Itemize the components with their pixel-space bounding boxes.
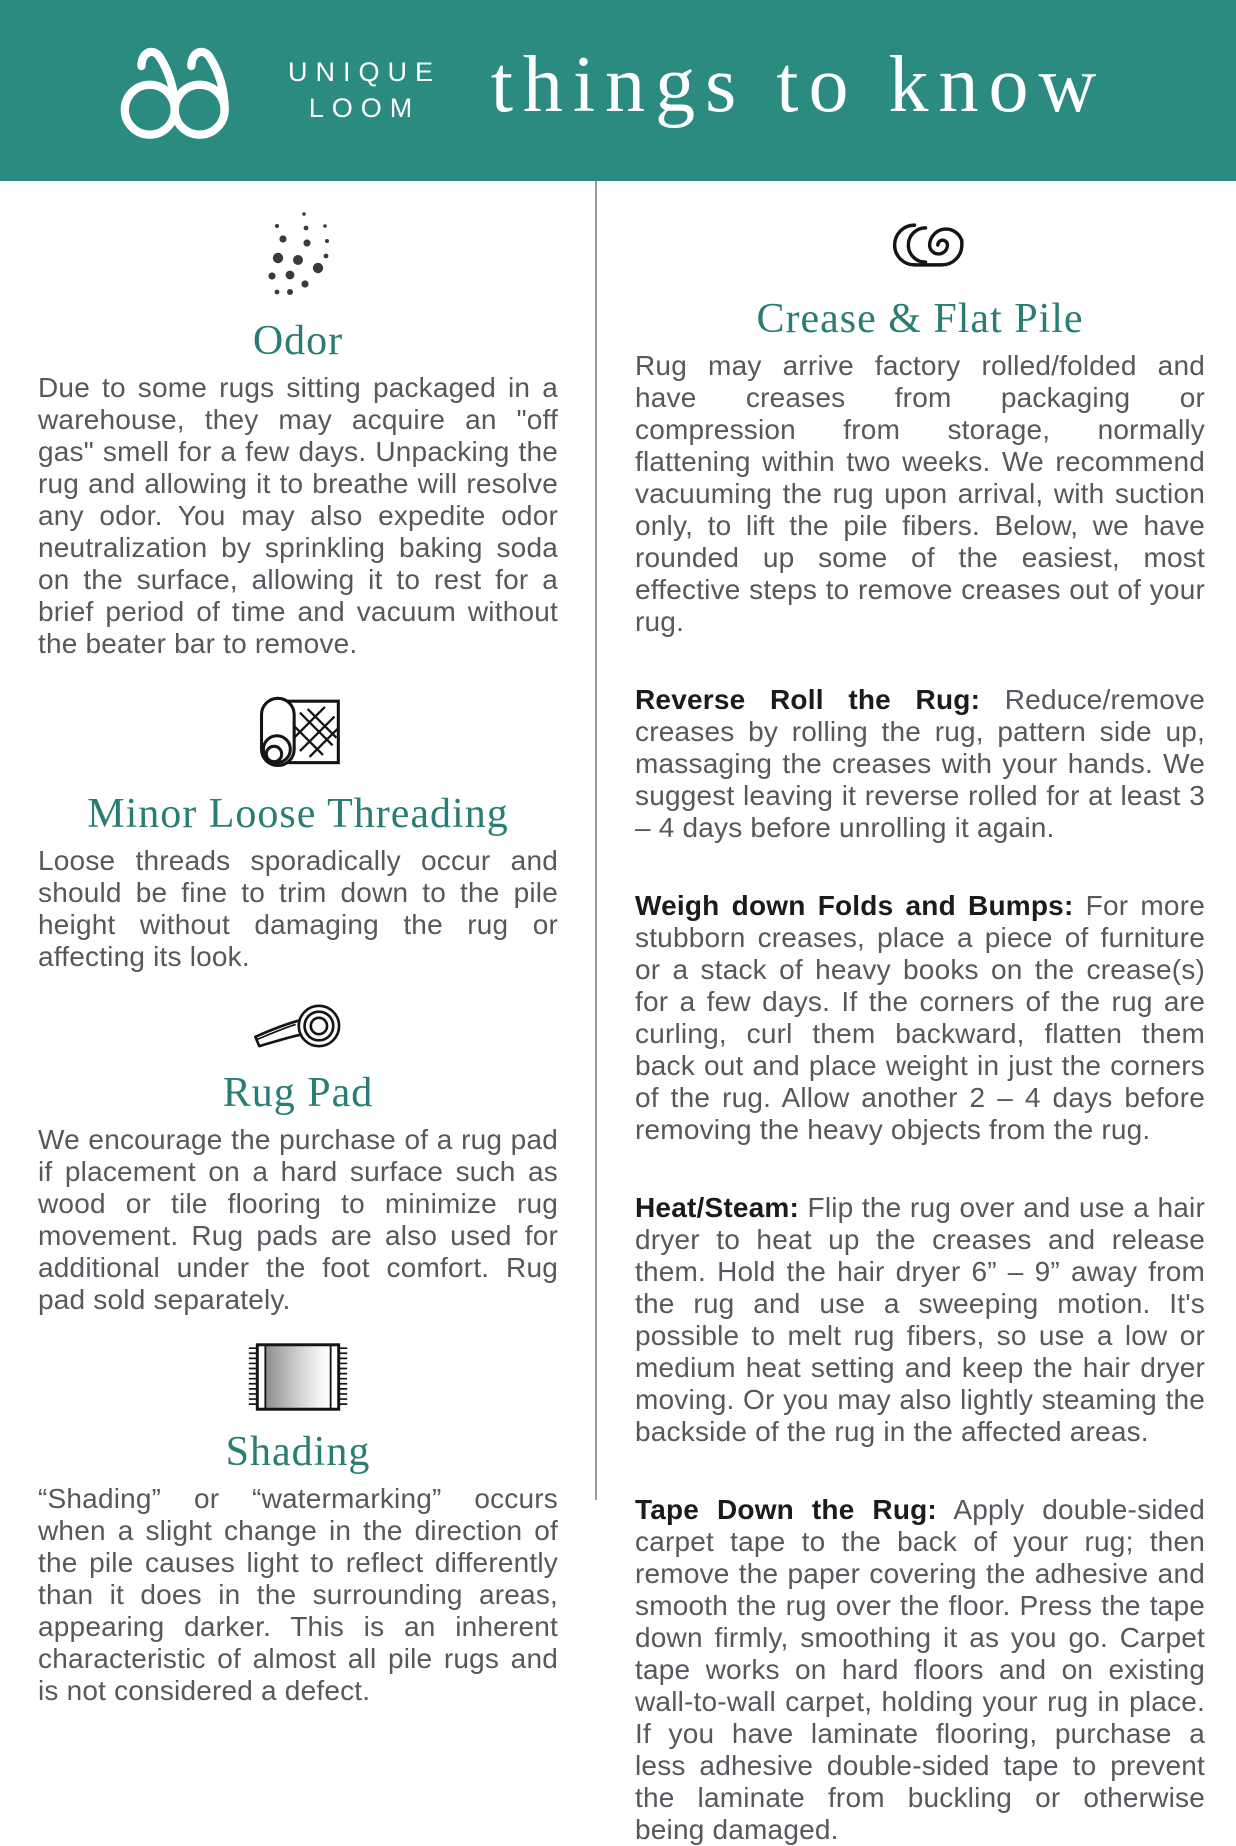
tip-label: Weigh down Folds and Bumps: (635, 890, 1074, 922)
tip-text: Apply double-sided carpet tape to the back of your rug; then remove the paper covering the adhesive and smooth the rug over the floor. Press the tape down firmly, smoothing it as you go. Carpet tape works on hard floors and on existing wall-to-wall carpet, holding your rug in place. If you have laminate flooring, purchase a less adhesive double-sided tape to prevent the laminate from buckling or otherwise being damaged. (635, 1494, 1206, 1846)
section-body: Due to some rugs sitting packaged in a warehouse, they may acquire an "off gas" smell for a few days. Unpacking the rug and allowing it to breathe will resolve any odor. You may also expedite odor neutralization by sprinkling baking soda on the surface, allowing it to rest for a brief period of time and vacuum without the beater bar to remove. (38, 372, 558, 660)
tip-weigh-down (635, 890, 1205, 1146)
tip-reverse-roll (635, 684, 1205, 844)
tip-label: Tape Down the Rug: (635, 1494, 937, 1526)
unique-loom-logo-icon (106, 39, 258, 143)
section-minor-loose-threading (38, 682, 558, 973)
tip-label: Heat/Steam: (635, 1192, 800, 1224)
section-shading (38, 1338, 558, 1707)
section-body: We encourage the purchase of a rug pad if placement on a hard surface such as wood or tile flooring to minimize rug movement. Rug pads are also used for additional under the foot comfort. Rug pad sold separately. (38, 1124, 558, 1316)
rolled-rug-spiral-icon (870, 221, 970, 269)
brand-line-1: UNIQUE (288, 56, 442, 87)
section-title: Odor (252, 318, 344, 364)
header-banner (0, 0, 1236, 181)
section-rug-pad (38, 995, 558, 1316)
brand-name (288, 55, 441, 126)
rug-pad-roll-icon (246, 995, 350, 1057)
brand (106, 39, 441, 143)
section-body: Rug may arrive factory rolled/folded and have creases from packaging or compression from storage, normally flattening within two weeks. We recommend vacuuming the rug upon arrival, with suction only, to lift the pile fibers. Below, we have rounded up some of the easiest, most effective steps to remove creases out of your rug. (635, 350, 1205, 638)
right-column (597, 181, 1236, 1846)
shaded-rug-icon (238, 1338, 358, 1416)
tip-label: Reverse Roll the Rug: (635, 684, 981, 716)
section-body: Loose threads sporadically occur and should be fine to trim down to the pile height without damaging the rug or affecting its look. (38, 845, 558, 973)
left-column (0, 181, 597, 1707)
section-crease-flat-pile (635, 221, 1205, 1846)
tip-heat-steam (635, 1192, 1205, 1448)
tip-text: Reduce/remove creases by rolling the rug, pattern side up, massaging the creases with your hands. We suggest leaving it reverse rolled for at least 3 – 4 days before unrolling it again. (635, 684, 1206, 844)
tip-tape-down (635, 1494, 1205, 1846)
section-body: “Shading” or “watermarking” occurs when a slight change in the direction of the pile causes light to reflect differently than it does in the surrounding areas, appearing darker. This is an inherent characteristic of almost all pile rugs and is not considered a defect. (38, 1483, 558, 1707)
section-odor (38, 205, 558, 660)
section-title: Shading (225, 1429, 371, 1476)
brand-line-2: LOOM (308, 92, 421, 123)
section-title: Rug Pad (222, 1070, 374, 1117)
section-title: Crease & Flat Pile (756, 296, 1084, 342)
content-columns (0, 181, 1236, 1846)
odor-particles-icon (239, 205, 357, 305)
unrolling-rug-crosshatch-icon (248, 682, 348, 778)
page-title: things to know (490, 41, 1107, 129)
tip-text: For more stubborn creases, place a piece of furniture or a stack of heavy books on the crease(s) for a few days. If the corners of the rug are curling, curl them backward, flatten them back out and place weight in just the corners of the rug. Allow another 2 – 4 days before removing the heavy objects from the rug. (635, 890, 1205, 1146)
tip-text: Flip the rug over and use a hair dryer to heat up the creases and release them. Hold the hair dryer 6” – 9” away from the rug and use a sweeping motion. It's possible to melt rug fibers, so use a low or medium heat setting and keep the hair dryer moving. Or you may also lightly steaming the backside of the rug in the affected areas. (635, 1192, 1205, 1448)
section-title: Minor Loose Threading (87, 791, 509, 838)
